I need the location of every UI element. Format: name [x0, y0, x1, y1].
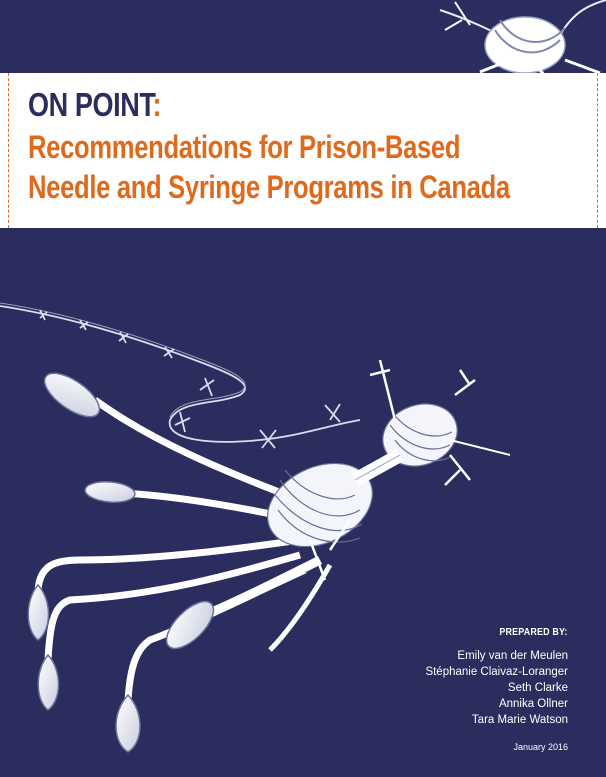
dashed-border-left — [8, 73, 9, 228]
author-name: Tara Marie Watson — [471, 714, 568, 726]
author-name: Emily van der Meulen — [457, 650, 568, 662]
author-name: Annika Ollner — [498, 698, 568, 710]
report-title — [28, 87, 161, 123]
prepared-by-label: PREPARED BY: — [499, 626, 568, 638]
author-name: Seth Clarke — [507, 682, 568, 694]
top-wire-bundle-icon — [440, 0, 606, 76]
subtitle-line-2: Needle and Syringe Programs in Canada — [28, 169, 510, 205]
publication-date: January 2016 — [513, 742, 568, 752]
report-title-colon: : — [152, 86, 162, 123]
report-subtitle — [28, 127, 510, 207]
author-name: Stéphanie Claivaz-Loranger — [425, 666, 568, 678]
prepared-by-block — [425, 626, 568, 752]
subtitle-line-1: Recommendations for Prison-Based — [28, 129, 461, 165]
dashed-border-right — [597, 73, 598, 228]
title-band — [0, 73, 606, 228]
report-title-text: ON POINT — [28, 86, 153, 123]
rope-knot-icon — [254, 360, 510, 580]
